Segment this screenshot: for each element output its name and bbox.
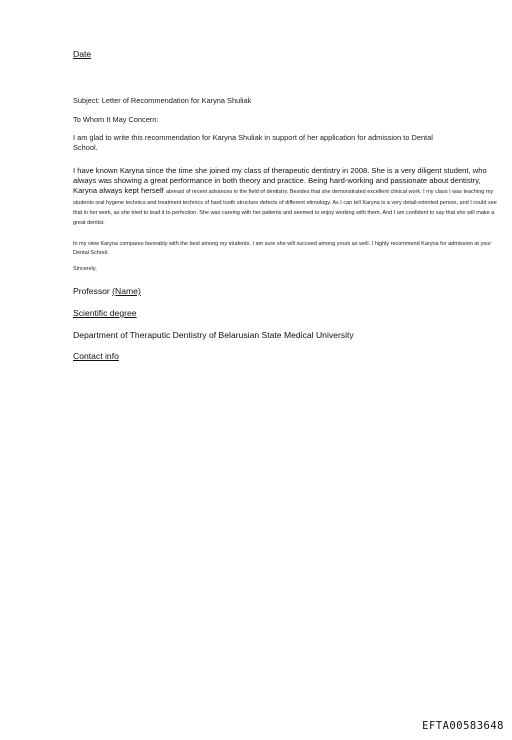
contact-info-placeholder: Contact info bbox=[73, 351, 119, 361]
subject-line: Subject: Letter of Recommendation for Karyna Shuliak bbox=[73, 96, 252, 105]
salutation: To Whom It May Concern: bbox=[73, 115, 159, 124]
paragraph-intro: I am glad to write this recommendation for Karyna Shuliak in support of her application for admission to Dental School. bbox=[73, 133, 433, 152]
date-placeholder: Date bbox=[73, 49, 92, 59]
professor-name-placeholder: (Name) bbox=[112, 286, 141, 296]
signature-professor bbox=[73, 286, 141, 296]
department-name: Department of Theraputic Dentistry of Belarusian State Medical University bbox=[73, 330, 354, 340]
scientific-degree-placeholder: Scientific degree bbox=[73, 308, 137, 318]
document-id-stamp: EFTA00583648 bbox=[422, 720, 504, 732]
closing: Sincerely, bbox=[73, 266, 97, 272]
professor-prefix: Professor bbox=[73, 286, 113, 296]
paragraph-conclusion: In my view Karyna compares favorably with the best among my students. I am sure she will succeed among yours as well. I highly recommend Karyna for admission at your Dental School. bbox=[73, 241, 492, 256]
paragraph-body-small: abreast of recent advances in the field of dentistry. Besides that she demonstrated excellent clinical work. I my class I was teaching my students oral hygene technics and treatment technics of hard tooth structure defects of different etimology. As I can tell Karyna is a very detail-oriented person, and I could see that in her work, as she tried to lead it to perfection. She was careing with her patients and seemed to enjoy working with them. And I am confident to say that she will make a great dentist. bbox=[73, 189, 497, 227]
paragraph-body bbox=[73, 166, 501, 227]
paragraph-body-main: I have known Karyna since the time she joined my class of therapeutic dentistry in 2008. She is a very diligent student, who always was showing a great performance in both theory and practice. Being hard-working and passionate about dentistry, Karyna always kept herself bbox=[73, 166, 487, 196]
